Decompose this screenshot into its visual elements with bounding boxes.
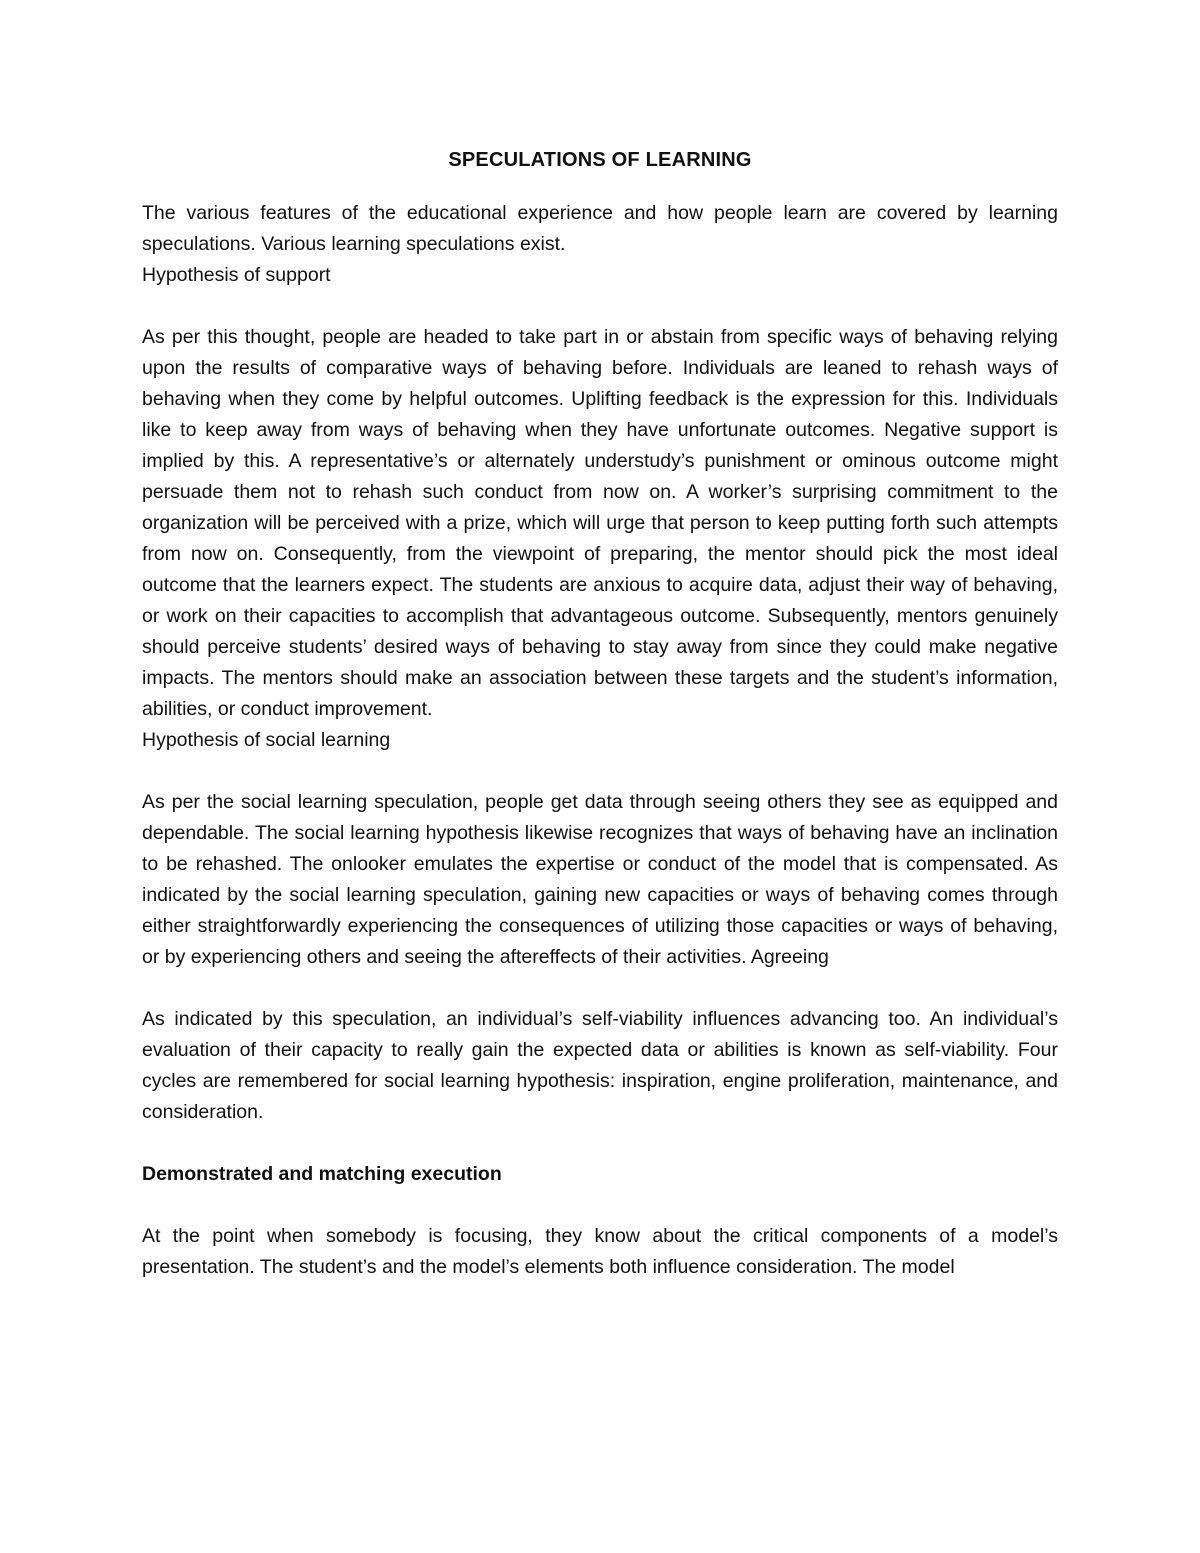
paragraph-gap [142, 973, 1058, 1004]
paragraph-gap [142, 756, 1058, 787]
paragraph-gap [142, 1190, 1058, 1221]
paragraph-gap [142, 291, 1058, 322]
self-viability-paragraph: As indicated by this speculation, an individual’s self-viability influences advancing too. An individual’s evaluation of their capacity to really gain the expected data or abilities is known as self-viability. Four cycles are remembered for social learning hypothesis: inspiration, engine proliferation, maintenance, and consideration. [142, 1008, 1058, 1123]
paragraph-gap [142, 1128, 1058, 1159]
document-title: SPECULATIONS OF LEARNING [448, 149, 752, 171]
heading-demonstrated-and-matching-execution: Demonstrated and matching execution [142, 1163, 502, 1185]
heading-hypothesis-of-social-learning: Hypothesis of social learning [142, 729, 391, 751]
intro-paragraph: The various features of the educational experience and how people learn are covered by learning speculations. Various learning speculations exist. [142, 202, 1058, 255]
heading-hypothesis-of-support: Hypothesis of support [142, 264, 331, 286]
demonstrated-paragraph: At the point when somebody is focusing, they know about the critical components of a model’s presentation. The student’s and the model’s elements both influence consideration. The model [142, 1225, 1058, 1278]
document-body [142, 145, 1058, 1283]
support-paragraph: As per this thought, people are headed to take part in or abstain from specific ways of behaving relying upon the results of comparative ways of behaving before. Individuals are leaned to rehash ways of behaving when they come by helpful outcomes. Uplifting feedback is the expression for this. Individuals like to keep away from ways of behaving when they have unfortunate outcomes. Negative support is implied by this. A representative’s or alternately understudy’s punishment or ominous outcome might persuade them not to rehash such conduct from now on. A worker’s surprising commitment to the organization will be perceived with a prize, which will urge that person to keep putting forth such attempts from now on. Consequently, from the viewpoint of preparing, the mentor should pick the most ideal outcome that the learners expect. The students are anxious to acquire data, adjust their way of behaving, or work on their capacities to accomplish that advantageous outcome. Subsequently, mentors genuinely should perceive students’ desired ways of behaving to stay away from since they could make negative impacts. The mentors should make an association between these targets and the student’s information, abilities, or conduct improvement. [142, 326, 1058, 720]
social-learning-paragraph: As per the social learning speculation, people get data through seeing others they see as equipped and dependable. The social learning hypothesis likewise recognizes that ways of behaving have an inclination to be rehashed. The onlooker emulates the expertise or conduct of the model that is compensated. As indicated by the social learning speculation, gaining new capacities or ways of behaving comes through either straightforwardly experiencing the consequences of utilizing those capacities or ways of behaving, or by experiencing others and seeing the aftereffects of their activities. Agreeing [142, 791, 1058, 968]
